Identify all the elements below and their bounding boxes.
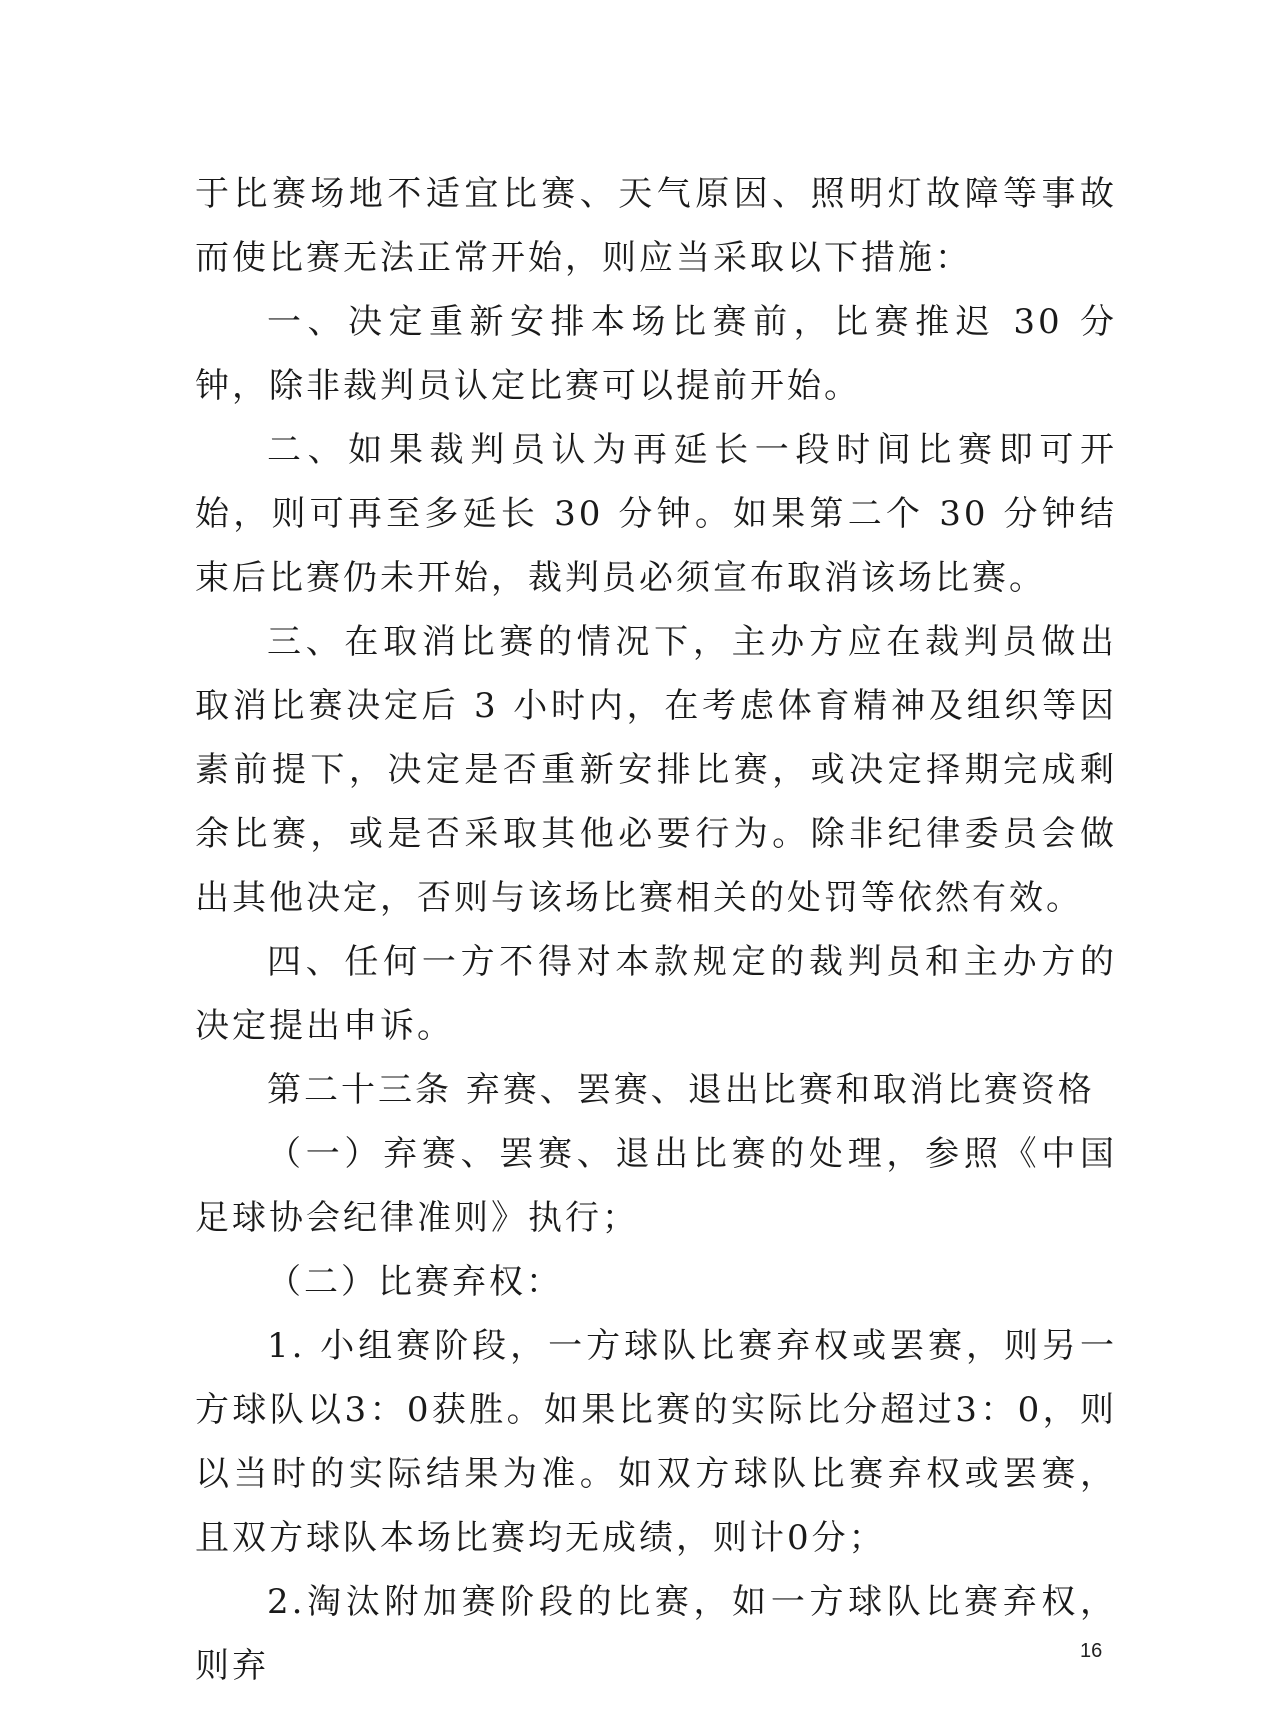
paragraph-item-one: 1. 小组赛阶段，一方球队比赛弃权或罢赛，则另一方球队以3：0获胜。如果比赛的实际比分超过3：0，则以当时的实际结果为准。如双方球队比赛弃权或罢赛，且双方球队本场比赛均无成绩，则计0分； — [195, 1326, 1117, 1558]
paragraph-continuation: 于比赛场地不适宜比赛、天气原因、照明灯故障等事故而使比赛无法正常开始，则应当采取以下措施： — [195, 174, 1117, 278]
paragraph-measure-four: 四、任何一方不得对本款规定的裁判员和主办方的决定提出申诉。 — [195, 942, 1117, 1046]
paragraph-item-two: 2.淘汰附加赛阶段的比赛，如一方球队比赛弃权，则弃 — [195, 1582, 1117, 1686]
paragraph-clause-one: （一）弃赛、罢赛、退出比赛的处理，参照《中国足球协会纪律准则》执行； — [195, 1134, 1117, 1238]
paragraph-measure-one: 一、决定重新安排本场比赛前，比赛推迟 30 分钟，除非裁判员认定比赛可以提前开始。 — [195, 302, 1117, 406]
paragraph-measure-two: 二、如果裁判员认为再延长一段时间比赛即可开始，则可再至多延长 30 分钟。如果第二个 30 分钟结束后比赛仍未开始，裁判员必须宣布取消该场比赛。 — [195, 430, 1117, 598]
paragraph-measure-three: 三、在取消比赛的情况下，主办方应在裁判员做出取消比赛决定后 3 小时内，在考虑体育精神及组织等因素前提下，决定是否重新安排比赛，或决定择期完成剩余比赛，或是否采取其他必要行为。除非纪律委员会做出其他决定，否则与该场比赛相关的处罚等依然有效。 — [195, 622, 1117, 918]
document-body — [195, 162, 1117, 1698]
article-heading: 第二十三条 弃赛、罢赛、退出比赛和取消比赛资格 — [267, 1070, 1095, 1110]
page-number: 16 — [1080, 1640, 1103, 1662]
paragraph-clause-two: （二）比赛弃权： — [267, 1262, 563, 1302]
